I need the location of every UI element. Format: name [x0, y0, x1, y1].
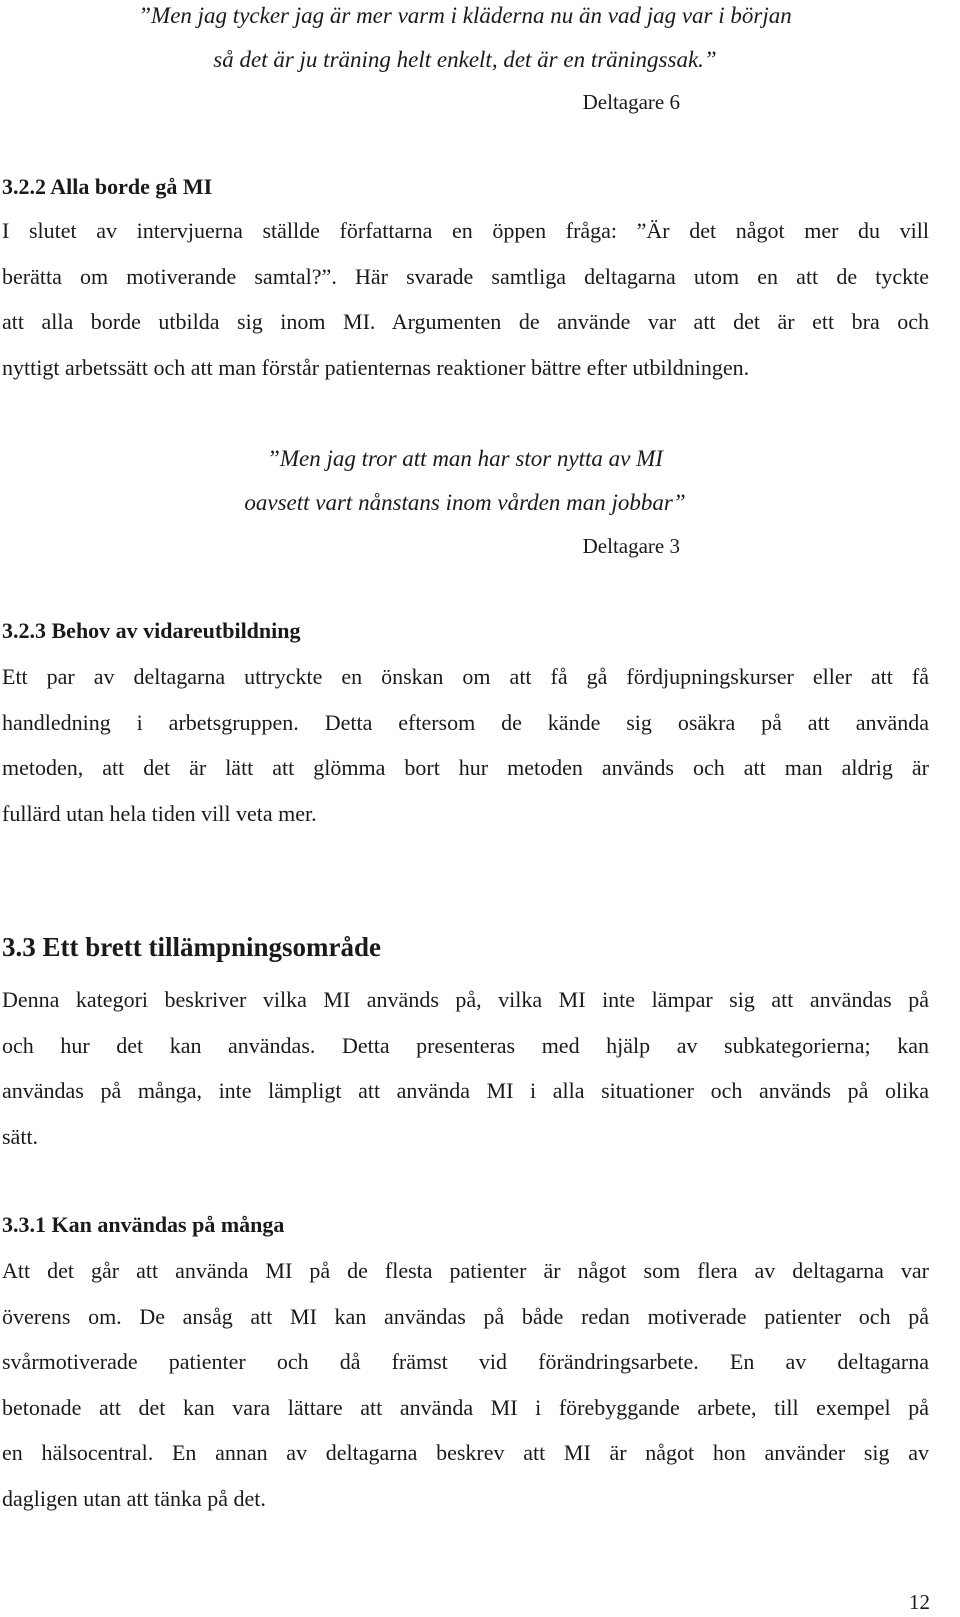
paragraph-line: att alla borde utbilda sig inom MI. Argumenten de använde var att det är ett bra och [2, 309, 929, 334]
paragraph-line: en hälsocentral. En annan av deltagarna beskrev att MI är något hon använder sig av [2, 1440, 929, 1465]
quote-line: så det är ju träning helt enkelt, det är en träningssak.” [213, 47, 717, 72]
paragraph-line: överens om. De ansåg att MI kan användas på både redan motiverade patienter och på [2, 1303, 929, 1329]
paragraph-line: svårmotiverade patienter och då främst vid förändringsarbete. En av deltagarna [2, 1349, 929, 1374]
section-heading: 3.2.3 Behov av vidareutbildning [2, 618, 301, 643]
paragraph-line: användas på många, inte lämpligt att använda MI i alla situationer och används på olika [2, 1078, 929, 1103]
paragraph-line: handledning i arbetsgruppen. Detta eftersom de kände sig osäkra på att använda [2, 709, 929, 735]
quote-line: ”Men jag tycker jag är mer varm i kläderna nu än vad jag var i början [138, 3, 792, 28]
paragraph-line: nyttigt arbetssätt och att man förstår patienternas reaktioner bättre efter utbildningen. [2, 354, 750, 380]
paragraph [2, 654, 929, 836]
paragraph-line: I slutet av intervjuerna ställde författarna en öppen fråga: ”Är det något mer du vill [2, 218, 929, 243]
paragraph-line: metoden, att det är lätt att glömma bort hur metoden används och att man aldrig är [2, 755, 929, 780]
paragraph-line: fullärd utan hela tiden vill veta mer. [2, 800, 317, 826]
page-number: 12 [909, 1590, 930, 1614]
paragraph [2, 977, 929, 1159]
quote-line: ”Men jag tror att man har stor nytta av MI [267, 446, 663, 471]
paragraph-line: Denna kategori beskriver vilka MI används på, vilka MI inte lämpar sig att användas på [2, 987, 929, 1012]
quote-line: oavsett vart nånstans inom vården man jobbar” [244, 490, 686, 515]
paragraph-line: sätt. [2, 1123, 39, 1149]
quote-deltagare-3 [0, 437, 930, 525]
quote-attribution: Deltagare 6 [582, 90, 680, 114]
paragraph [2, 208, 929, 390]
paragraph-line: och hur det kan användas. Detta presenteras med hjälp av subkategorierna; kan [2, 1032, 929, 1058]
paragraph-line: Att det går att använda MI på de flesta patienter är något som flera av deltagarna var [2, 1258, 929, 1283]
quote-attribution: Deltagare 3 [582, 534, 680, 558]
section-heading: 3.3.1 Kan användas på många [2, 1212, 285, 1237]
section-heading: 3.2.2 Alla borde gå MI [2, 174, 213, 199]
section-heading: 3.3 Ett brett tillämpningsområde [2, 932, 381, 962]
paragraph-line: betonade att det kan vara lättare att använda MI i förebyggande arbete, till exempel på [2, 1394, 929, 1420]
paragraph-line: dagligen utan att tänka på det. [2, 1485, 266, 1511]
quote-deltagare-6 [0, 0, 930, 82]
paragraph [2, 1248, 929, 1521]
paragraph-line: berätta om motiverande samtal?”. Här svarade samtliga deltagarna utom en att de tyckte [2, 263, 929, 289]
paragraph-line: Ett par av deltagarna uttryckte en önskan om att få gå fördjupningskurser eller att få [2, 664, 929, 689]
